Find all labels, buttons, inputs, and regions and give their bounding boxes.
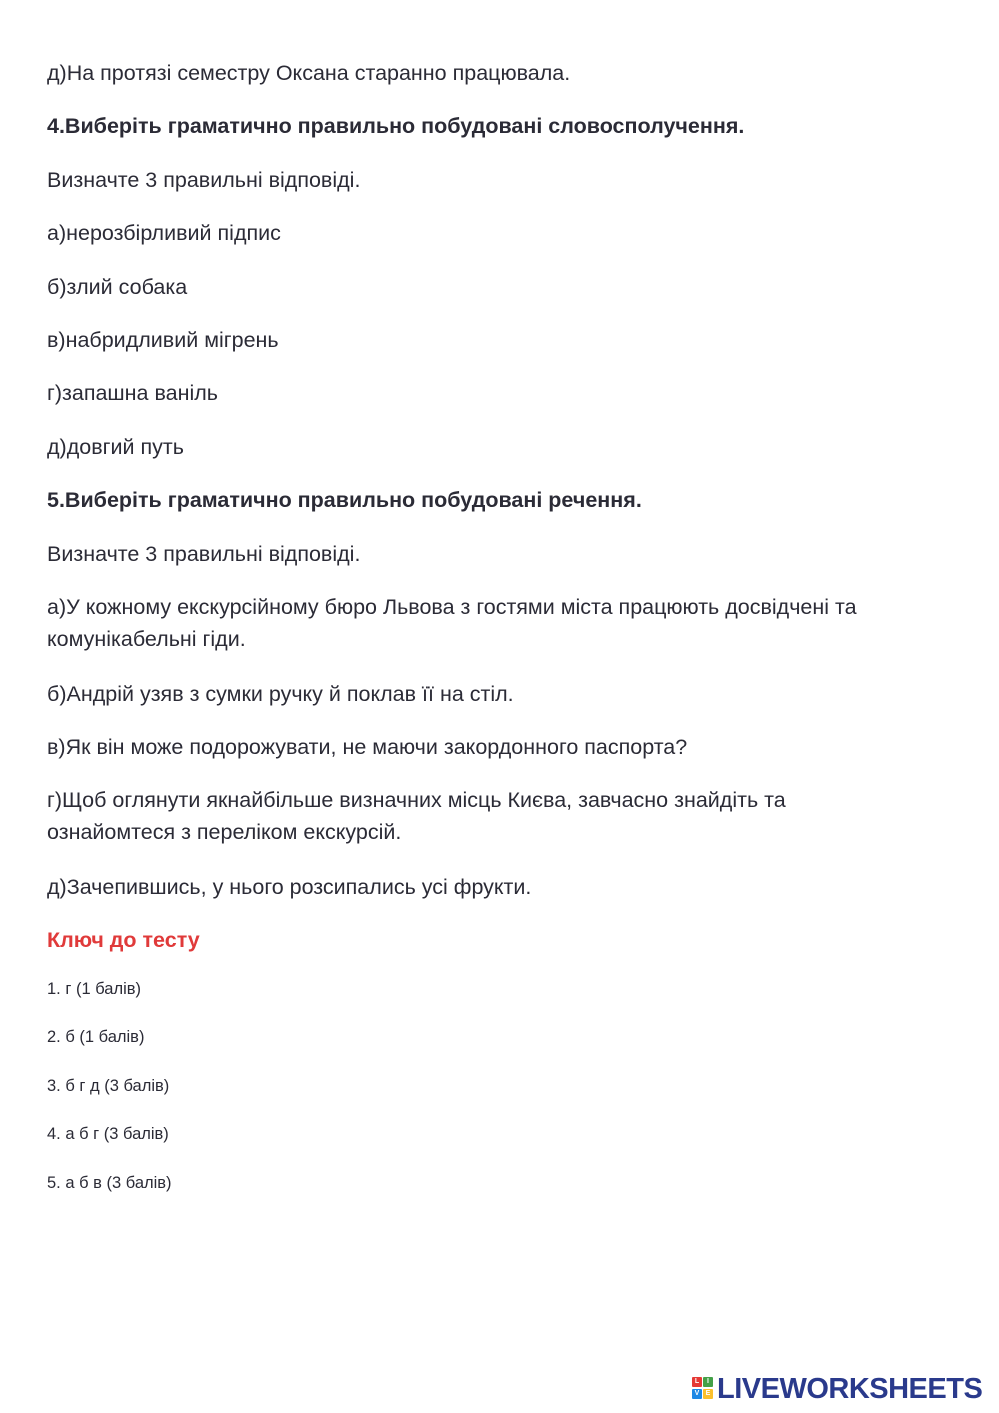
- question-5-instruction: Визначте 3 правильні відповіді.: [47, 542, 361, 566]
- logo-mark-l: L: [692, 1377, 702, 1387]
- question-4-option-b: б)злий собака: [47, 275, 188, 299]
- question-5-title: 5.Виберіть граматично правильно побудовані речення.: [47, 488, 642, 512]
- liveworksheets-logo-text: LIVEWORKSHEETS: [717, 1372, 983, 1405]
- question-4-option-c: в)набридливий мігрень: [47, 328, 279, 352]
- answer-key-title: Ключ до тесту: [47, 928, 200, 952]
- question-5-option-b: б)Андрій узяв з сумки ручку й поклав її на стіл.: [47, 682, 514, 706]
- question-4-option-a: а)нерозбірливий підпис: [47, 221, 281, 245]
- logo-mark-e: E: [703, 1389, 713, 1399]
- question-4-option-d: г)запашна ваніль: [47, 381, 219, 405]
- question-4-title: 4.Виберіть граматично правильно побудовані словосполучення.: [47, 114, 745, 138]
- question-5-option-c: в)Як він може подорожувати, не маючи закордонного паспорта?: [47, 735, 688, 759]
- answer-key-item-2: 2. б (1 балів): [47, 1028, 145, 1046]
- answer-key-item-5: 5. а б в (3 балів): [47, 1174, 172, 1192]
- question-5-option-d: г)Щоб оглянути якнайбільше визначних місць Києва, завчасно знайдіть та ознайомтеся з переліком екскурсій.: [47, 788, 786, 844]
- question-4-instruction: Визначте 3 правильні відповіді.: [47, 168, 361, 192]
- liveworksheets-logo: [692, 1374, 982, 1404]
- option-d-q3: д)На протязі семестру Оксана старанно працювала.: [47, 61, 571, 85]
- answer-key-item-3: 3. б г д (3 балів): [47, 1077, 170, 1095]
- logo-mark-v: V: [692, 1389, 702, 1399]
- liveworksheets-logo-icon: [692, 1377, 714, 1401]
- question-4-option-e: д)довгий путь: [47, 435, 184, 459]
- question-5-option-e: д)Зачепившись, у нього розсипались усі фрукти.: [47, 875, 532, 899]
- answer-key-item-1: 1. г (1 балів): [47, 980, 142, 998]
- logo-mark-i: I: [703, 1377, 713, 1387]
- answer-key-item-4: 4. а б г (3 балів): [47, 1125, 169, 1143]
- question-5-option-a: а)У кожному екскурсійному бюро Львова з гостями міста працюють досвідчені та комунікабельні гіди.: [47, 595, 857, 651]
